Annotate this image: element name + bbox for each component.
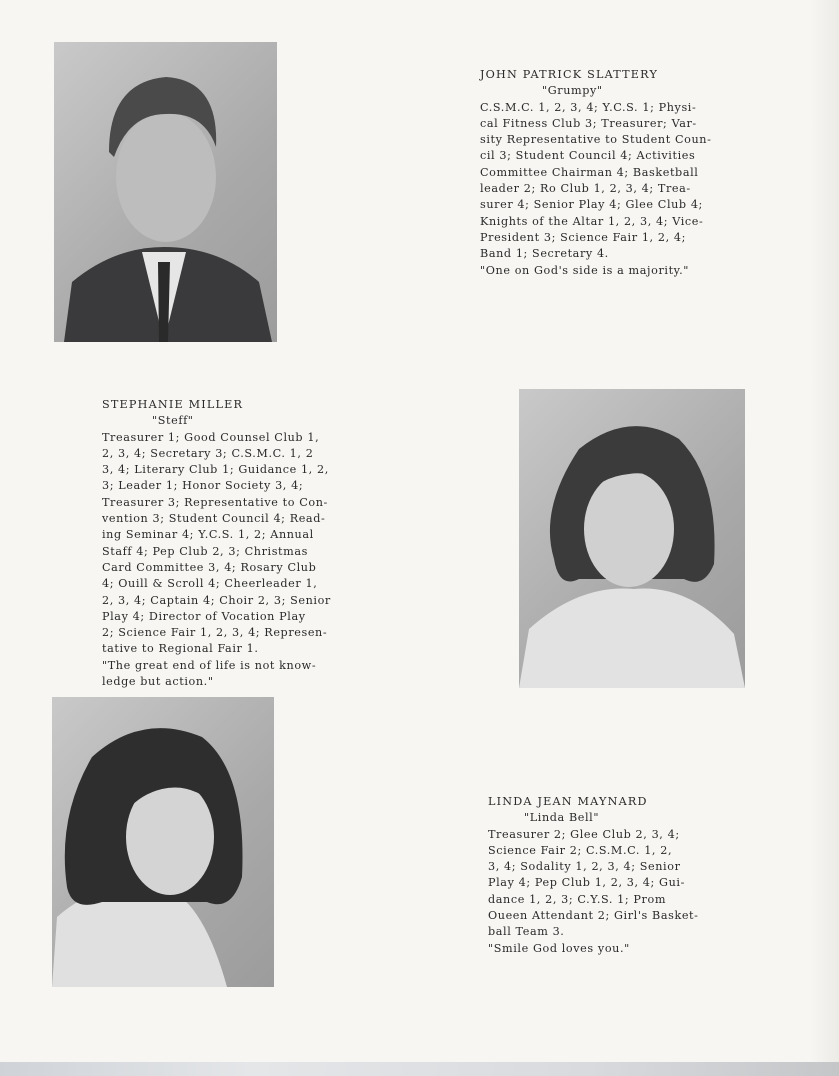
activity-line: 4; Ouill & Scroll 4; Cheerleader 1,	[102, 577, 318, 591]
bio-slattery	[480, 67, 711, 279]
page-edge	[809, 0, 839, 1076]
activity-line: 2, 3, 4; Secretary 3; C.S.M.C. 1, 2	[102, 446, 314, 460]
activity-line: cal Fitness Club 3; Treasurer; Var-	[480, 116, 697, 130]
activity-line: tative to Regional Fair 1.	[102, 642, 259, 656]
activity-line: President 3; Science Fair 1, 2, 4;	[480, 230, 686, 244]
student-nickname: "Grumpy"	[542, 84, 603, 98]
activity-line: Staff 4; Pep Club 2, 3; Christmas	[102, 544, 308, 558]
student-quote: ledge but action."	[102, 675, 214, 689]
activity-line: Treasurer 1; Good Counsel Club 1,	[102, 430, 320, 444]
activity-line: 3, 4; Literary Club 1; Guidance 1, 2,	[102, 463, 329, 477]
activity-line: dance 1, 2, 3; C.Y.S. 1; Prom	[488, 892, 667, 906]
student-quote: "Smile God loves you."	[488, 941, 630, 955]
student-nickname: "Linda Bell"	[524, 811, 600, 825]
activity-line: Knights of the Altar 1, 2, 3, 4; Vice-	[480, 214, 704, 228]
activity-line: 3, 4; Sodality 1, 2, 3, 4; Senior	[488, 860, 681, 874]
activity-line: cil 3; Student Council 4; Activities	[480, 149, 696, 163]
activity-line: Band 1; Secretary 4.	[480, 247, 609, 261]
portrait-photo-miller	[519, 389, 745, 688]
activity-line: Card Committee 3, 4; Rosary Club	[102, 560, 317, 574]
student-quote: "The great end of life is not know-	[102, 658, 317, 672]
activity-line: Treasurer 3; Representative to Con-	[102, 495, 328, 509]
portrait-photo-slattery	[54, 42, 277, 342]
activity-line: C.S.M.C. 1, 2, 3, 4; Y.C.S. 1; Physi-	[480, 100, 697, 114]
student-nickname: "Steff"	[152, 414, 194, 428]
activity-line: Science Fair 2; C.S.M.C. 1, 2,	[488, 843, 673, 857]
activity-line: surer 4; Senior Play 4; Glee Club 4;	[480, 198, 703, 212]
page-bottom-border	[0, 1062, 839, 1076]
student-quote: "One on God's side is a majority."	[480, 263, 690, 277]
portrait-photo-maynard	[52, 697, 274, 987]
activity-line: ing Seminar 4; Y.C.S. 1, 2; Annual	[102, 528, 314, 542]
student-name: STEPHANIE MILLER	[102, 398, 244, 411]
activity-line: Committee Chairman 4; Basketball	[480, 165, 699, 179]
activity-line: 2, 3, 4; Captain 4; Choir 2, 3; Senior	[102, 593, 331, 607]
activity-line: Treasurer 2; Glee Club 2, 3, 4;	[488, 827, 680, 841]
bio-miller	[102, 397, 331, 690]
activity-line: 3; Leader 1; Honor Society 3, 4;	[102, 479, 304, 493]
activity-line: Play 4; Pep Club 1, 2, 3, 4; Gui-	[488, 876, 685, 890]
student-name: JOHN PATRICK SLATTERY	[480, 68, 659, 81]
student-name: LINDA JEAN MAYNARD	[488, 795, 648, 808]
bio-maynard	[488, 794, 699, 957]
activity-line: vention 3; Student Council 4; Read-	[102, 512, 326, 526]
activity-line: Oueen Attendant 2; Girl's Basket-	[488, 909, 699, 923]
activity-line: sity Representative to Student Coun-	[480, 133, 712, 147]
activity-line: leader 2; Ro Club 1, 2, 3, 4; Trea-	[480, 182, 691, 196]
activity-line: Play 4; Director of Vocation Play	[102, 609, 306, 623]
activity-line: 2; Science Fair 1, 2, 3, 4; Represen-	[102, 626, 328, 640]
activity-line: ball Team 3.	[488, 925, 565, 939]
